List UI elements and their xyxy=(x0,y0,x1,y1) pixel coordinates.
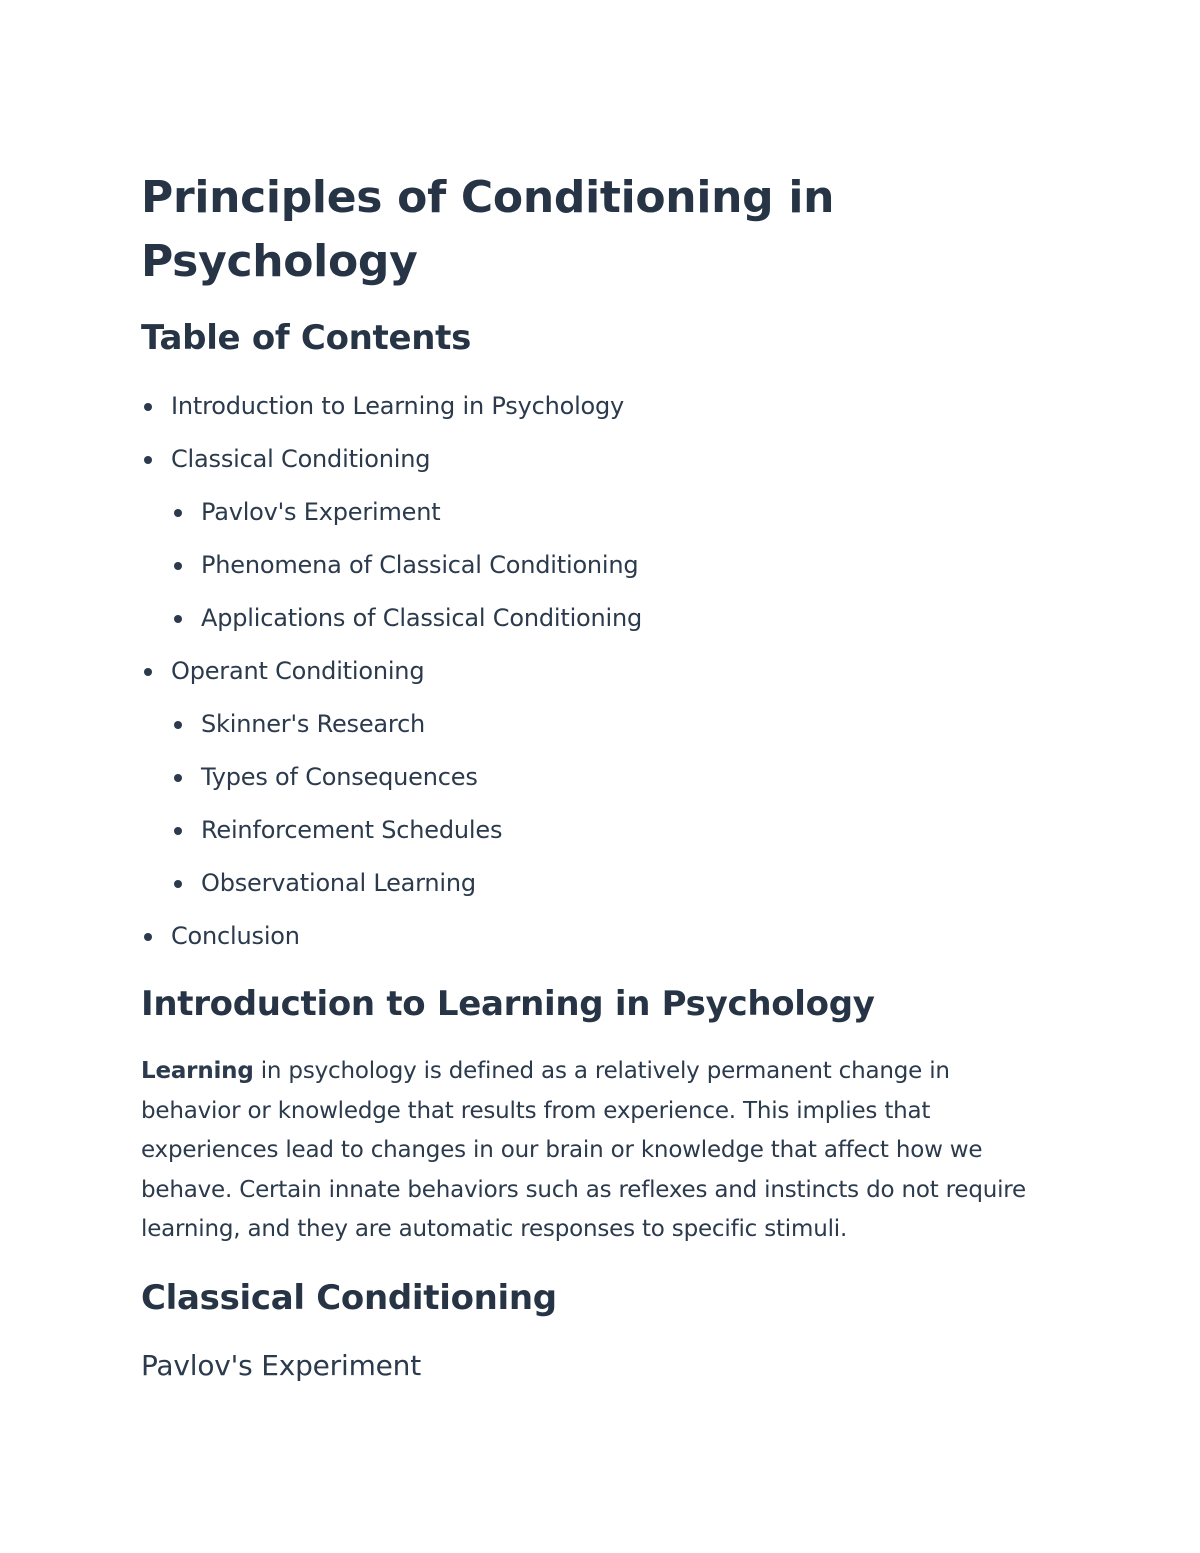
bullet-icon xyxy=(174,562,182,570)
toc-item[interactable] xyxy=(141,433,642,486)
toc-item[interactable] xyxy=(141,645,642,698)
toc-item-label: Applications of Classical Conditioning xyxy=(201,604,643,632)
bullet-icon xyxy=(174,615,182,623)
bullet-icon xyxy=(174,880,182,888)
toc-item-label: Conclusion xyxy=(171,922,300,950)
bullet-icon xyxy=(144,403,152,411)
intro-paragraph-text: in psychology is defined as a relatively permanent change in behavior or knowledge that results from experience. This implies that experiences lead to changes in our brain or knowledge that affect how we behave. Certain innate behaviors such as reflexes and instincts do not require learning, and they are automatic responses to specific stimuli. xyxy=(141,1058,1026,1242)
toc-item-label: Phenomena of Classical Conditioning xyxy=(201,551,639,579)
bold-term: Learning xyxy=(141,1058,254,1084)
section-heading-introduction: Introduction to Learning in Psychology xyxy=(141,984,875,1024)
toc-subitem[interactable] xyxy=(141,592,642,645)
toc-subitem[interactable] xyxy=(141,857,642,910)
toc-item-label: Observational Learning xyxy=(201,869,476,897)
bullet-icon xyxy=(174,721,182,729)
bullet-icon xyxy=(174,774,182,782)
toc-item-label: Introduction to Learning in Psychology xyxy=(171,392,625,420)
bullet-icon xyxy=(144,668,152,676)
toc-item-label: Pavlov's Experiment xyxy=(201,498,441,526)
toc-item-label: Types of Consequences xyxy=(201,763,478,791)
toc-subitem[interactable] xyxy=(141,486,642,539)
toc-item[interactable] xyxy=(141,910,642,963)
toc-item-label: Reinforcement Schedules xyxy=(201,816,503,844)
bullet-icon xyxy=(144,456,152,464)
toc-heading: Table of Contents xyxy=(141,318,472,358)
toc-subitem[interactable] xyxy=(141,804,642,857)
document-title: Principles of Conditioning in Psychology xyxy=(141,172,835,287)
toc-subitem[interactable] xyxy=(141,751,642,804)
subsection-heading-pavlov: Pavlov's Experiment xyxy=(141,1349,422,1382)
toc-item-label: Skinner's Research xyxy=(201,710,426,738)
toc-item-label: Operant Conditioning xyxy=(171,657,425,685)
toc-subitem[interactable] xyxy=(141,698,642,751)
section-heading-classical-conditioning: Classical Conditioning xyxy=(141,1278,557,1318)
toc-item[interactable] xyxy=(141,380,642,433)
table-of-contents xyxy=(141,380,642,963)
toc-subitem[interactable] xyxy=(141,539,642,592)
toc-item-label: Classical Conditioning xyxy=(171,445,431,473)
intro-paragraph xyxy=(141,1052,1056,1250)
bullet-icon xyxy=(144,933,152,941)
bullet-icon xyxy=(174,827,182,835)
bullet-icon xyxy=(174,509,182,517)
